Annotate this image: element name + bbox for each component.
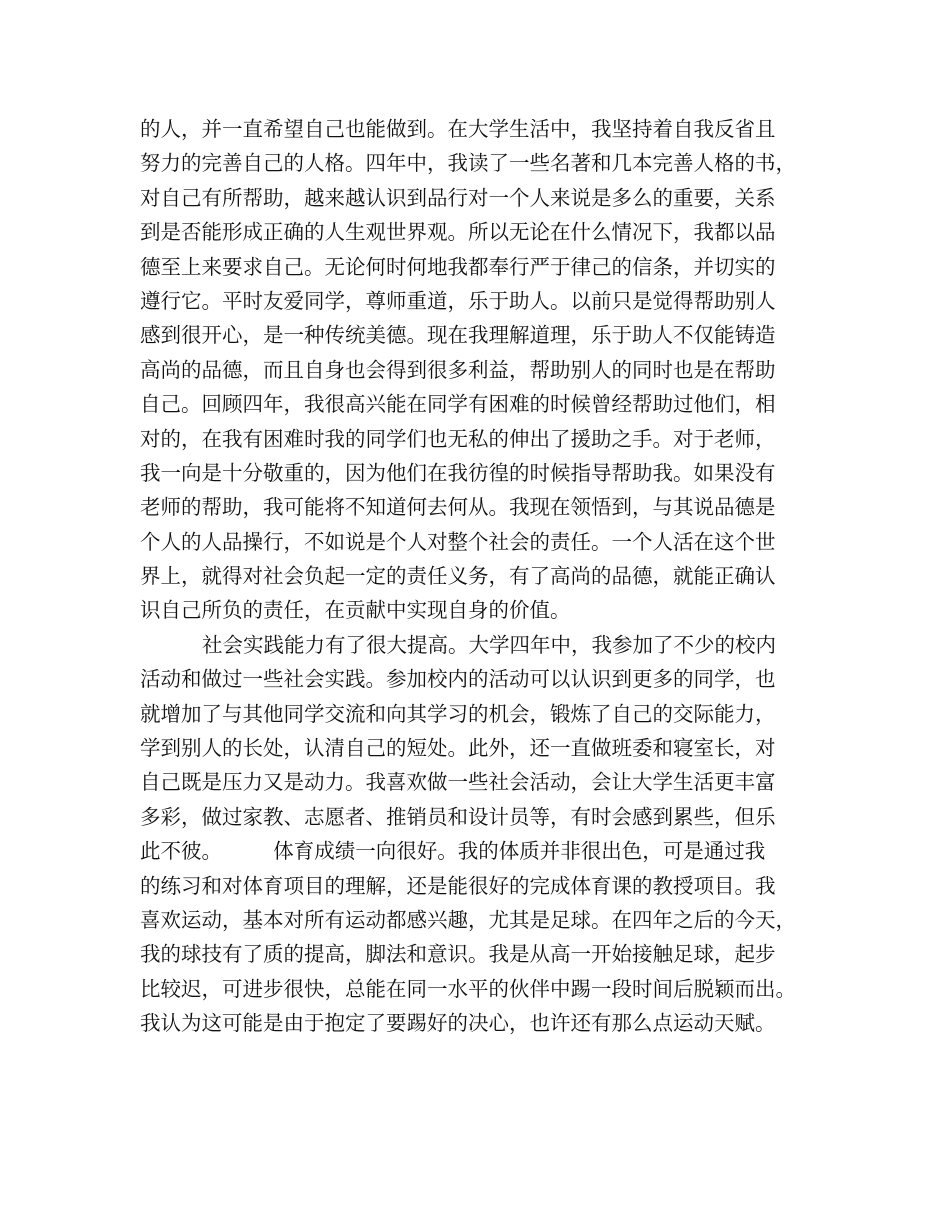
text-line: 我一向是十分敬重的，因为他们在我彷徨的时候指导帮助我。如果没有 — [140, 460, 776, 485]
text-line: 高尚的品德，而且自身也会得到很多利益，帮助别人的同时也是在帮助 — [140, 357, 776, 382]
text-line: 比较迟，可进步很快，总能在同一水平的伙伴中踢一段时间后脱颖而出。 — [140, 976, 796, 1001]
text-line: 的练习和对体育项目的理解，还是能很好的完成体育课的教授项目。我 — [140, 873, 776, 898]
body-text — [140, 112, 840, 1041]
text-line: 我认为这可能是由于抱定了要踢好的决心，也许还有那么点运动天赋。 — [140, 1011, 776, 1036]
text-line: 自己。回顾四年，我很高兴能在同学有困难的时候曾经帮助过他们，相 — [140, 392, 776, 417]
text-line: 识自己所负的责任，在贡献中实现自身的价值。 — [140, 598, 571, 623]
text-line: 对自己有所帮助，越来越认识到品行对一个人来说是多么的重要，关系 — [140, 185, 776, 210]
text-line: 学到别人的长处，认清自己的短处。此外，还一直做班委和寝室长，对 — [140, 736, 776, 761]
text-line: 努力的完善自己的人格。四年中，我读了一些名著和几本完善人格的书， — [140, 151, 796, 176]
text-line: 活动和做过一些社会实践。参加校内的活动可以认识到更多的同学，也 — [140, 667, 776, 692]
text-line: 我的球技有了质的提高，脚法和意识。我是从高一开始接触足球，起步 — [140, 942, 776, 967]
text-line: 多彩，做过家教、志愿者、推销员和设计员等，有时会感到累些，但乐 — [140, 804, 776, 829]
text-line: 的人，并一直希望自己也能做到。在大学生活中，我坚持着自我反省且 — [140, 117, 776, 141]
paragraph-first-line: 社会实践能力有了很大提高。大学四年中，我参加了不少的校内 — [202, 632, 776, 657]
text-line: 界上，就得对社会负起一定的责任义务，有了高尚的品德，就能正确认 — [140, 564, 776, 589]
text-line: 此不彼。 体育成绩一向很好。我的体质并非很出色，可是通过我 — [140, 839, 766, 864]
text-line: 德至上来要求自己。无论何时何地我都奉行严于律己的信条，并切实的 — [140, 254, 776, 279]
text-line: 感到很开心，是一种传统美德。现在我理解道理，乐于助人不仅能铸造 — [140, 323, 776, 348]
text-line: 就增加了与其他同学交流和向其学习的机会，锻炼了自己的交际能力， — [140, 701, 776, 726]
text-line: 个人的人品操行，不如说是个人对整个社会的责任。一个人活在这个世 — [140, 529, 776, 554]
text-line: 自己既是压力又是动力。我喜欢做一些社会活动，会让大学生活更丰富 — [140, 770, 776, 795]
text-line: 老师的帮助，我可能将不知道何去何从。我现在领悟到，与其说品德是 — [140, 495, 776, 520]
text-line: 遵行它。平时友爱同学，尊师重道，乐于助人。以前只是觉得帮助别人 — [140, 288, 776, 313]
text-line: 喜欢运动，基本对所有运动都感兴趣，尤其是足球。在四年之后的今天， — [140, 907, 796, 932]
text-line: 到是否能形成正确的人生观世界观。所以无论在什么情况下，我都以品 — [140, 220, 776, 245]
text-line: 对的，在我有困难时我的同学们也无私的伸出了援助之手。对于老师， — [140, 426, 776, 451]
